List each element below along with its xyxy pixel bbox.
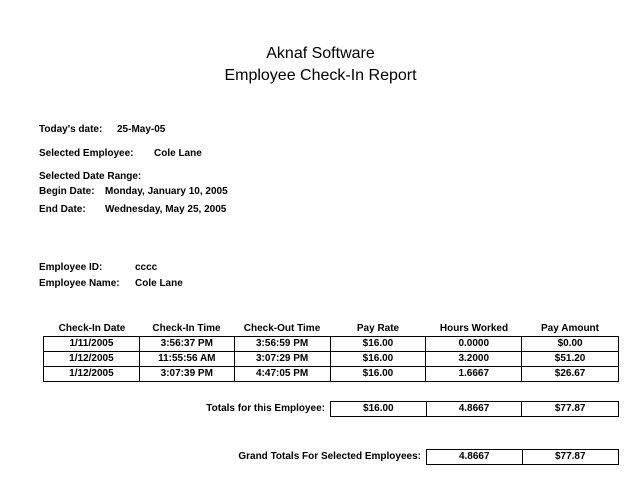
- todays-date-label: Today's date:: [39, 124, 103, 135]
- begin-date-value: Monday, January 10, 2005: [105, 186, 228, 197]
- checkin-time-cell: 3:56:37 PM: [139, 337, 234, 352]
- checkin-time-cell: 11:55:56 AM: [139, 352, 234, 367]
- checkin-date-cell: 1/12/2005: [44, 367, 140, 382]
- hours-worked-cell: 3.2000: [426, 352, 522, 367]
- checkout-time-cell: 4:47:05 PM: [234, 367, 330, 382]
- selected-employee-label: Selected Employee:: [39, 148, 134, 159]
- total-hours-cell: 4.8667: [426, 402, 522, 417]
- employee-name-label: Employee Name:: [39, 278, 120, 289]
- checkin-table: [43, 336, 619, 382]
- grand-total-amount-cell: $77.87: [522, 450, 619, 465]
- company-name: Aknaf Software: [266, 45, 375, 62]
- grand-total-hours-cell: 4.8667: [427, 450, 523, 465]
- report-title: Employee Check-In Report: [224, 67, 417, 84]
- pay-rate-cell: $16.00: [330, 367, 426, 382]
- table-row: [44, 352, 619, 367]
- hours-worked-cell: 0.0000: [426, 337, 522, 352]
- selected-employee-value: Cole Lane: [154, 148, 202, 159]
- pay-amount-cell: $0.00: [522, 337, 619, 352]
- checkin-date-cell: 1/12/2005: [44, 352, 140, 367]
- employee-name-value: Cole Lane: [135, 278, 183, 289]
- begin-date-label: Begin Date:: [39, 186, 95, 197]
- column-header: Pay Amount: [541, 323, 599, 334]
- checkin-date-cell: 1/11/2005: [44, 337, 140, 352]
- employee-id-value: cccc: [135, 262, 158, 273]
- pay-rate-cell: $16.00: [330, 337, 426, 352]
- hours-worked-cell: 1.6667: [426, 367, 522, 382]
- employee-id-label: Employee ID:: [39, 262, 103, 273]
- pay-rate-cell: $16.00: [330, 352, 426, 367]
- grand-totals-table: [426, 449, 619, 465]
- todays-date-value: 25-May-05: [117, 124, 166, 135]
- checkin-time-cell: 3:07:39 PM: [139, 367, 234, 382]
- pay-amount-cell: $51.20: [522, 352, 619, 367]
- column-header: Check-In Date: [58, 323, 126, 334]
- column-header: Hours Worked: [439, 323, 509, 334]
- employee-totals-table: [330, 401, 619, 417]
- grand-totals-label: Grand Totals For Selected Employees:: [238, 451, 421, 462]
- employee-totals-label: Totals for this Employee:: [206, 403, 325, 414]
- column-header: Check-In Time: [152, 323, 221, 334]
- column-header: Check-Out Time: [243, 323, 321, 334]
- column-header: Pay Rate: [356, 323, 400, 334]
- grand-totals-row: [427, 450, 619, 465]
- pay-amount-cell: $26.67: [522, 367, 619, 382]
- date-range-label: Selected Date Range:: [39, 171, 142, 182]
- checkout-time-cell: 3:56:59 PM: [234, 337, 330, 352]
- end-date-label: End Date:: [39, 204, 86, 215]
- totals-row: [331, 402, 619, 417]
- total-pay-rate-cell: $16.00: [331, 402, 427, 417]
- table-row: [44, 367, 619, 382]
- end-date-value: Wednesday, May 25, 2005: [105, 204, 227, 215]
- table-row: [44, 337, 619, 352]
- total-amount-cell: $77.87: [522, 402, 619, 417]
- checkout-time-cell: 3:07:29 PM: [234, 352, 330, 367]
